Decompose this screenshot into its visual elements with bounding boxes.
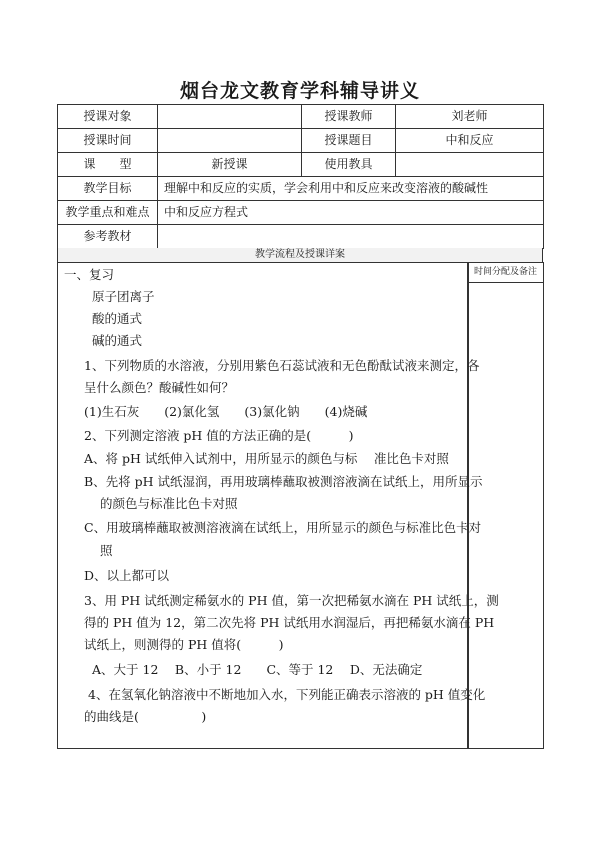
lesson-info-table: [57, 104, 544, 249]
question-4: 4、在氢氧化钠溶液中不断地加入水，下列能正确表示溶液的 pH 值变化: [88, 687, 486, 702]
question-1-cont: 呈什么颜色？酸碱性如何？: [84, 380, 235, 395]
table-row: [58, 201, 544, 225]
review-item: 碱的通式: [92, 333, 143, 348]
question-3-cont: 试纸上，则测得的 PH 值将( ): [84, 637, 284, 652]
page-title: 烟台龙文教育学科辅导讲义: [179, 80, 420, 102]
label-objective: 教学目标: [58, 177, 158, 201]
question-2: 2、下列测定溶液 pH 值的方法正确的是( ): [84, 428, 354, 443]
value-tools: [396, 153, 544, 177]
time-notes-header: 时间分配及备注: [468, 262, 543, 283]
value-student: [158, 105, 302, 129]
question-3: 3、用 PH 试纸测定稀氨水的 PH 值，第一次把稀氨水滴在 PH 试纸上，测: [84, 593, 499, 608]
question-1: 1、下列物质的水溶液，分别用紫色石蕊试液和无色酚酞试液来测定，各: [84, 358, 480, 373]
value-topic: 中和反应: [396, 129, 544, 153]
question-2-option-b: B、先将 pH 试纸湿润，再用玻璃棒蘸取被测溶液滴在试纸上，用所显示: [84, 474, 483, 489]
question-4-cont: 的曲线是( ): [84, 709, 207, 724]
value-teacher: 刘老师: [396, 105, 544, 129]
table-row: [58, 153, 544, 177]
question-2-option-a: A、将 pH 试纸伸入试剂中，用所显示的颜色与标 准比色卡对照: [84, 451, 449, 466]
question-2-option-c: C、用玻璃棒蘸取被测溶液滴在试纸上，用所显示的颜色与标准比色卡对: [84, 520, 482, 535]
question-3-cont: 得的 PH 值为 12，第二次先将 PH 试纸用水润湿后，再把稀氨水滴在 PH: [84, 615, 495, 630]
section-heading: 一、复习: [64, 267, 115, 282]
value-key-points: 中和反应方程式: [158, 201, 544, 225]
table-row: [58, 225, 544, 249]
table-row: [58, 105, 544, 129]
review-item: 原子团离子: [92, 289, 155, 304]
label-key-points: 教学重点和难点: [58, 201, 158, 225]
label-textbook: 参考教材: [58, 225, 158, 249]
table-row: [58, 129, 544, 153]
value-textbook: [158, 225, 544, 249]
question-3-options: A、大于 12 B、小于 12 C、等于 12 D、无法确定: [92, 662, 423, 677]
value-lesson-type: 新授课: [158, 153, 302, 177]
question-2-option-d: D、以上都可以: [84, 568, 170, 583]
label-time: 授课时间: [58, 129, 158, 153]
flow-header: 教学流程及授课详案: [57, 248, 543, 263]
lesson-content-area: [57, 262, 499, 749]
time-notes-column: [467, 262, 544, 749]
label-tools: 使用教具: [302, 153, 396, 177]
value-objective: 理解中和反应的实质，学会利用中和反应来改变溶液的酸碱性: [158, 177, 544, 201]
label-student: 授课对象: [58, 105, 158, 129]
label-topic: 授课题目: [302, 129, 396, 153]
label-lesson-type: 课 型: [58, 153, 158, 177]
table-row: [58, 177, 544, 201]
question-1-options: (1)生石灰 (2)氯化氢 (3)氯化钠 (4)烧碱: [84, 404, 368, 419]
review-item: 酸的通式: [92, 311, 143, 326]
question-2-option-b-cont: 的颜色与标准比色卡对照: [100, 496, 238, 511]
value-time: [158, 129, 302, 153]
label-teacher: 授课教师: [302, 105, 396, 129]
question-2-option-c-cont: 照: [100, 543, 113, 558]
